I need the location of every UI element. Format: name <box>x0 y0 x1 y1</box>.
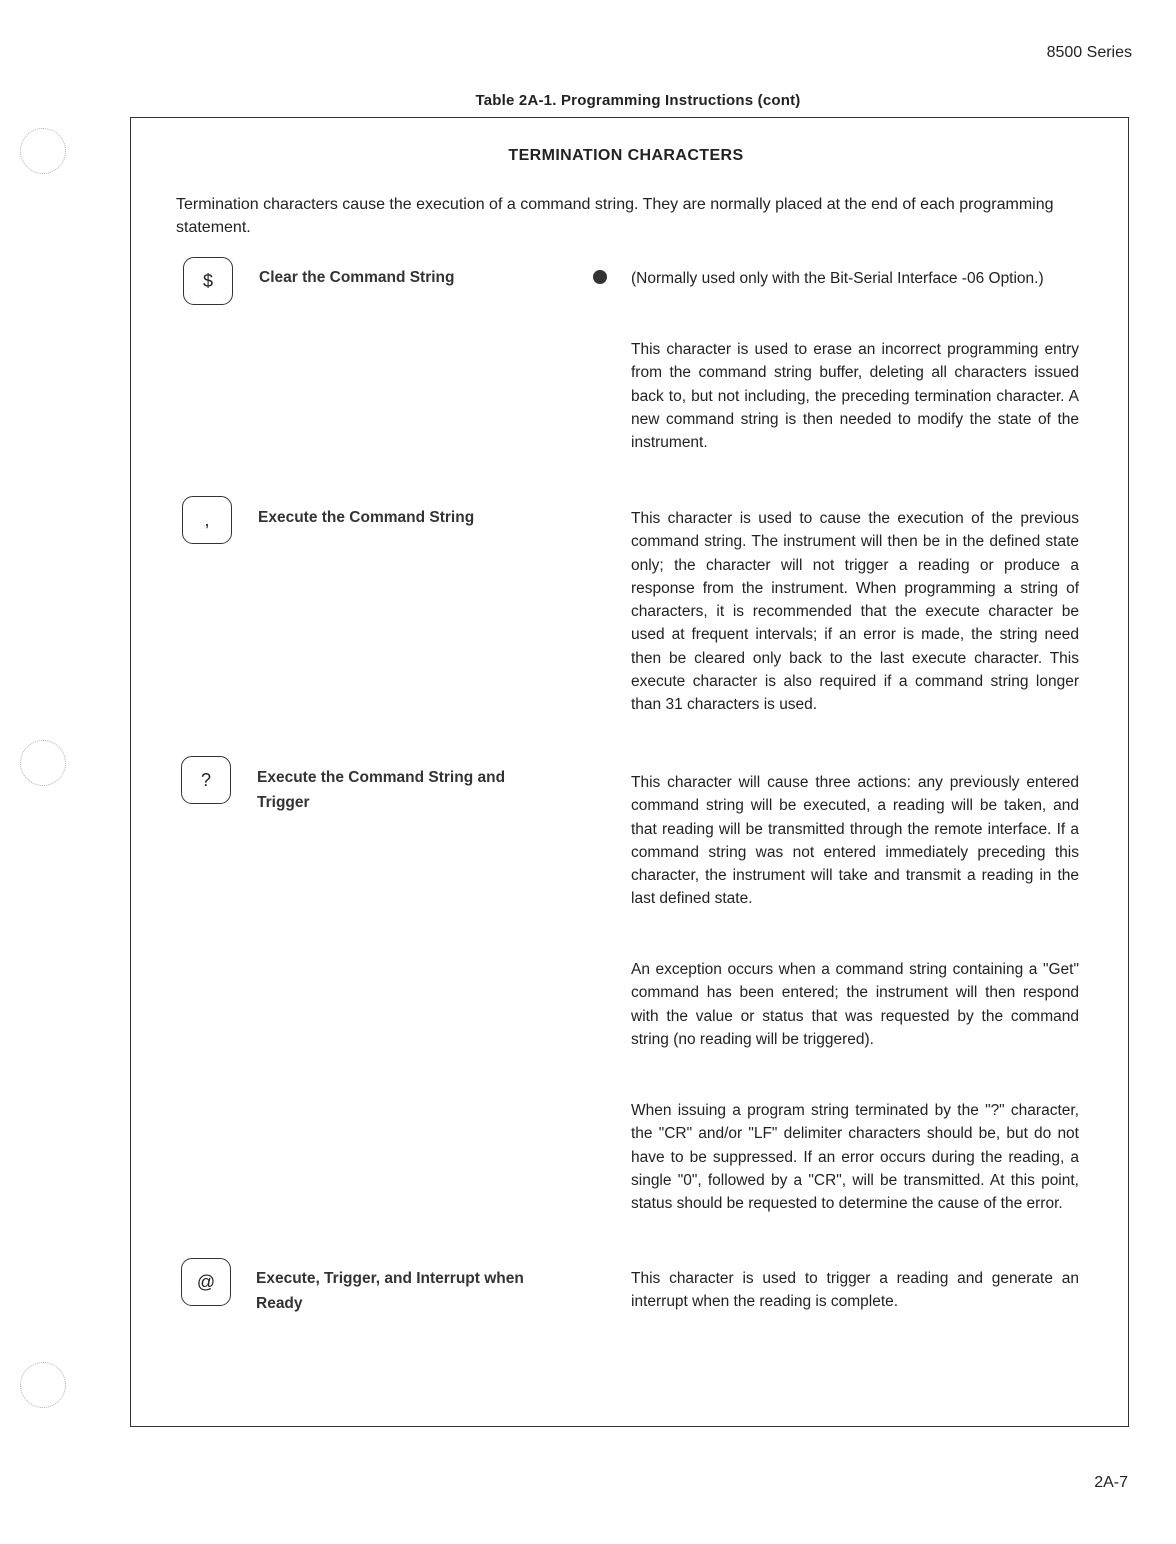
entry-label: Execute the Command String <box>258 509 475 526</box>
bullet-icon <box>593 270 607 284</box>
key-glyph: , <box>204 509 210 530</box>
entry-description: (Normally used only with the Bit-Serial Interface -06 Option.) <box>631 270 1044 287</box>
key-glyph: $ <box>202 270 213 291</box>
page-number: 2A-7 <box>1094 1474 1128 1491</box>
entry-description: This character is used to trigger a reading and generate an interrupt when the reading is complete. <box>631 1270 1079 1311</box>
punch-hole-middle <box>20 740 66 786</box>
key-glyph: ? <box>200 769 211 790</box>
entry-description: This character will cause three actions: any previously entered command string will be executed, a reading will be taken, and that reading will be transmitted through the remote interface. If a command string was not entered immediately preceding this character, the instrument will take and transmit a reading in the last defined state. <box>631 774 1079 908</box>
entry-description: When issuing a program string terminated by the "?" character, the "CR" and/or "LF" delimiter characters should be, but do not have to be suppressed. If an error occurs during the reading, a single "0", followed by a "CR", will be transmitted. At this point, status should be requested to determine the cause of the error. <box>631 1102 1079 1213</box>
entry-label: Clear the Command String <box>259 269 455 286</box>
series-header: 8500 Series <box>1046 44 1132 61</box>
table-title: Table 2A-1. Programming Instructions (cont) <box>475 92 801 109</box>
key-comma-icon <box>182 496 232 544</box>
entry-label: Execute the Command String and Trigger <box>257 769 506 811</box>
section-intro: Termination characters cause the execution of a command string. They are normally placed at the end of each programming statement. <box>176 196 1054 236</box>
key-at-icon <box>181 1258 231 1306</box>
key-dollar-icon <box>183 257 233 305</box>
entry-label: Execute, Trigger, and Interrupt when Ready <box>256 1270 524 1312</box>
key-question-icon <box>181 756 231 804</box>
key-glyph: @ <box>196 1271 216 1292</box>
entry-description: An exception occurs when a command string containing a "Get" command has been entered; the instrument will then respond with the value or status that was requested by the command string (no reading will be triggered). <box>631 961 1079 1048</box>
punch-hole-bottom <box>20 1362 66 1408</box>
entry-description: This character is used to erase an incorrect programming entry from the command string buffer, deleting all characters issued back to, but not including, the preceding termination character. A new command string is then needed to modify the state of the instrument. <box>631 341 1079 452</box>
section-title: TERMINATION CHARACTERS <box>508 147 744 164</box>
entry-description: This character is used to cause the execution of the previous command string. The instrument will then be in the defined state only; the character will not trigger a reading or produce a response from the instrument. When programming a string of characters, it is recommended that the execute character be used at frequent intervals; if an error is made, the string need then be cleared only back to the last execute character. This execute character is also required if a command string longer than 31 characters is used. <box>631 510 1079 714</box>
